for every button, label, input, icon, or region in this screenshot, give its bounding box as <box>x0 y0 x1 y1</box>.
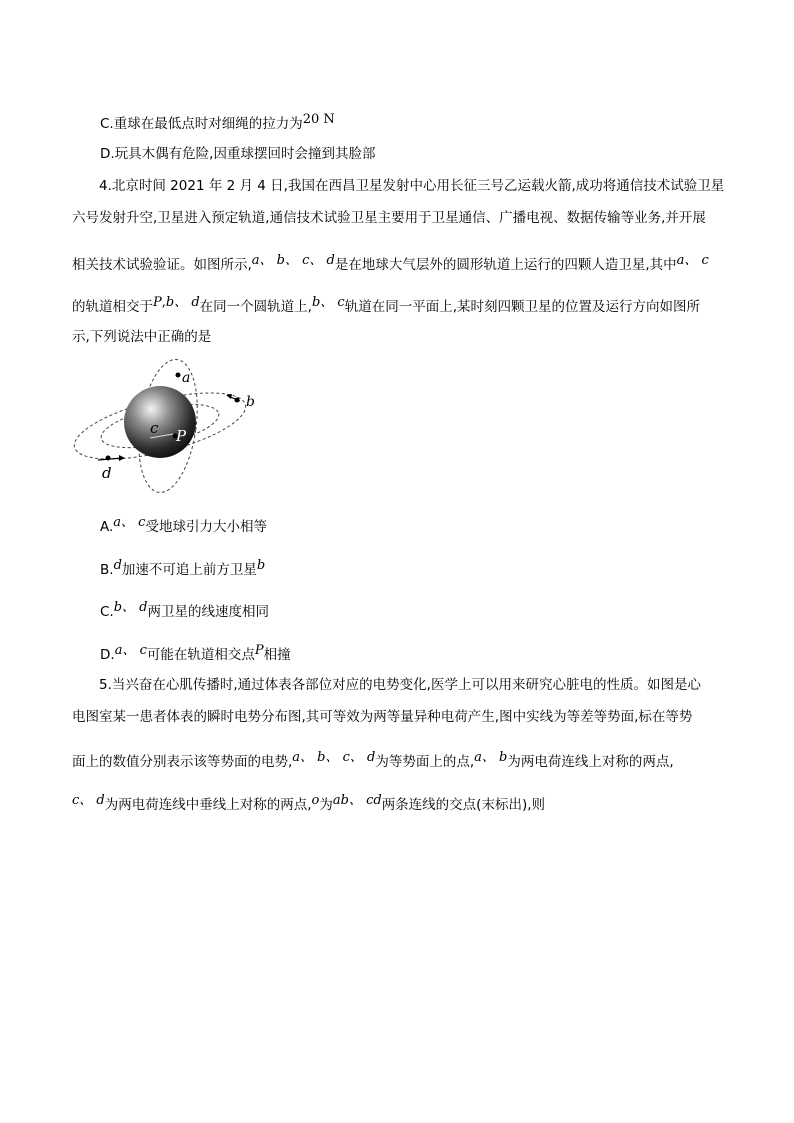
q5-stem-text: 面上的数值分别表示该等势面的电势, <box>72 754 293 770</box>
q4-stem-text: 轨道在同一平面上,某时刻四颗卫星的位置及运行方向如图所 <box>344 299 701 315</box>
satellite-a-dot <box>176 373 181 378</box>
q4-stem-line-4 <box>72 297 700 318</box>
q4-optD-symbol-P: P <box>254 643 264 658</box>
option-letter: A. <box>100 519 114 535</box>
q5-symbols-ab: a、 b <box>474 750 508 765</box>
q5-stem-text: 为等势面上的点, <box>375 754 475 770</box>
q4-symbol-P: P <box>153 295 162 310</box>
option-text: 加速不可追上前方卫星 <box>121 562 257 578</box>
q5-symbol-o: o <box>311 793 320 808</box>
option-text: 受地球引力大小相等 <box>145 519 267 535</box>
option-letter: B. <box>100 562 114 578</box>
q4-optD-symbols: a、 c <box>114 643 147 658</box>
q4-symbols-bc: b、 c <box>311 295 345 310</box>
q4-stem-line-3 <box>72 255 709 276</box>
q5-stem-text: 为两电荷连线上对称的两点, <box>507 754 674 770</box>
q5-stem-line-4 <box>72 795 545 816</box>
q5-stem-text: 两条连线的交点(末标出),则 <box>381 797 546 813</box>
q3-option-c-text: C.重球在最低点时对细绳的拉力为 <box>100 116 303 132</box>
q4-option-c <box>100 602 269 623</box>
q5-symbols-ab-cd: ab、 cd <box>332 793 382 808</box>
q3-option-c-value: 20 N <box>302 112 335 127</box>
q4-symbols-ac: a、 c <box>676 253 709 268</box>
option-text: 两卫星的线速度相同 <box>147 604 269 620</box>
q5-stem-text: 为 <box>319 797 333 813</box>
option-text: 可能在轨道相交点 <box>146 647 255 663</box>
q4-stem-text: 相关技术试验验证。如图所示, <box>72 257 252 273</box>
q4-stem-text: 在同一个圆轨道上, <box>199 299 312 315</box>
q4-stem-line-5: 示,下列说法中正确的是 <box>72 329 212 345</box>
q5-stem-line-1: 5.当兴奋在心肌传播时,通过体表各部位对应的电势变化,医学上可以用来研究心脏电的性质。如图是心 <box>99 677 701 693</box>
q4-stem-line-1: 4.北京时间 2021 年 2 月 4 日,我国在西昌卫星发射中心用长征三号乙运载火箭,成功将通信技术试验卫星 <box>99 178 725 194</box>
q4-comma: , <box>161 295 166 310</box>
q4-option-d <box>100 645 291 666</box>
label-a: a <box>182 370 191 386</box>
earth-sphere <box>124 386 196 458</box>
label-b: b <box>246 394 255 410</box>
q4-optC-symbols: b、 d <box>113 600 148 615</box>
q4-stem-line-2: 六号发射升空,卫星进入预定轨道,通信技术试验卫星主要用于卫星通信、广播电视、数据传输等业务,并开展 <box>72 210 706 226</box>
q4-option-b <box>100 560 265 581</box>
q4-optA-symbols: a、 c <box>113 515 146 530</box>
q5-stem-line-3 <box>72 752 674 773</box>
q4-symbols-bd: b、 d <box>165 295 200 310</box>
q3-option-c <box>100 114 335 135</box>
q4-stem-text: 是在地球大气层外的圆形轨道上运行的四颗人造卫星,其中 <box>334 257 677 273</box>
q5-symbols-cd: c、 d <box>72 793 105 808</box>
label-c: c <box>150 419 159 437</box>
option-text: 相撞 <box>263 647 291 663</box>
label-P: P <box>176 427 187 445</box>
q5-symbols-abcd: a、 b、 c、 d <box>292 750 376 765</box>
satellite-orbit-figure <box>70 358 270 494</box>
q5-stem-text: 为两电荷连线中垂线上对称的两点, <box>104 797 312 813</box>
q4-optB-symbol-b: b <box>256 558 266 573</box>
q3-option-d: D.玩具木偶有危险,因重球摆回时会撞到其脸部 <box>100 146 376 162</box>
q4-stem-text: 的轨道相交于 <box>72 299 153 315</box>
q5-stem-line-2: 电图室某一患者体表的瞬时电势分布图,其可等效为两等量异种电荷产生,图中实线为等差等势面,标在等势 <box>72 709 693 725</box>
label-d: d <box>102 464 112 482</box>
option-letter: C. <box>100 604 114 620</box>
q4-option-a <box>100 517 267 538</box>
option-letter: D. <box>100 647 115 663</box>
q4-symbols-abcd: a、 b、 c、 d <box>251 253 335 268</box>
q4-optB-symbol-d: d <box>113 558 122 573</box>
